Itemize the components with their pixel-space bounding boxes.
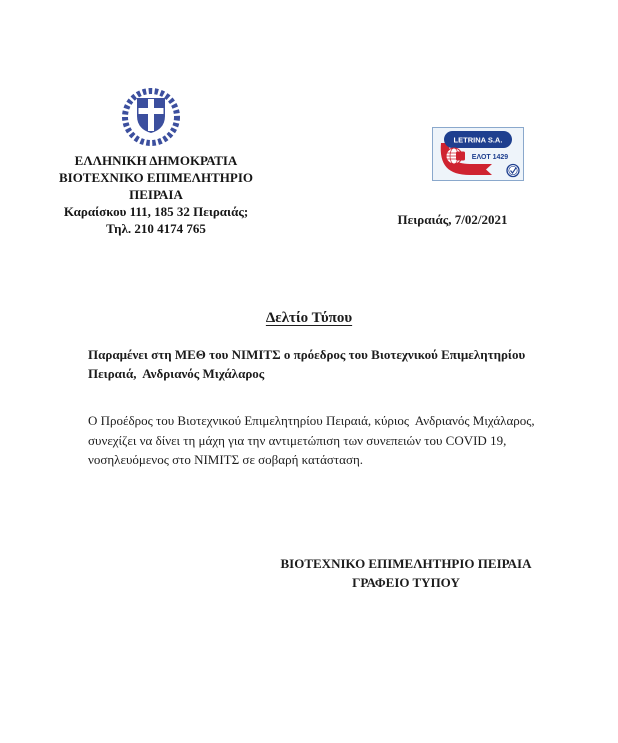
signature-block xyxy=(280,554,532,592)
org-address: Καραίσκου 111, 185 32 Πειραιάς; xyxy=(63,204,249,219)
cross-horizontal-bar xyxy=(139,108,164,114)
greek-coat-of-arms-icon xyxy=(118,86,184,148)
org-line-city: ΠΕΙΡΑΙΑ xyxy=(129,187,183,202)
letrina-certification-badge xyxy=(432,127,524,186)
press-release-title: Δελτίο Τύπου xyxy=(265,310,353,326)
org-header xyxy=(40,152,272,237)
press-release-body: Ο Προέδρος του Βιοτεχνικού Επιμελητηρίου Πειραιά, κύριος Ανδριανός Μιχάλαρος, συνεχίζει να δίνει τη μάχη για την αντιμετώπιση των συνεπειών του COVID 19, νοσηλευόμενος στο ΝΙΜΙΤΣ σε σοβαρή κατάσταση. xyxy=(88,413,538,467)
org-line-republic: ΕΛΛΗΝΙΚΗ ΔΗΜΟΚΡΑΤΙΑ xyxy=(74,153,238,168)
signature-org: ΒΙΟΤΕΧΝΙΚΟ ΕΠΙΜΕΛΗΤΗΡΙΟ ΠΕΙΡΑΙΑ xyxy=(280,556,532,571)
signature-office: ΓΡΑΦΕΙΟ ΤΥΠΟΥ xyxy=(352,575,460,590)
badge-company-label: LETRINA S.A. xyxy=(453,135,503,145)
org-phone: Τηλ. 210 4174 765 xyxy=(106,221,206,236)
checkmark-seal-icon xyxy=(507,165,519,177)
date-line: Πειραιάς, 7/02/2021 xyxy=(397,212,508,227)
org-line-chamber: ΒΙΟΤΕΧΝΙΚΟ ΕΠΙΜΕΛΗΤΗΡΙΟ xyxy=(58,170,254,185)
badge-standard-label: ΕΛΟΤ 1429 xyxy=(471,154,509,161)
cross-vertical-bar xyxy=(148,99,154,131)
press-release-subtitle: Παραμένει στη ΜΕΘ του ΝΙΜΙΤΣ ο πρόεδρος του Βιοτεχνικού Επιμελητηρίου Πειραιά, Ανδριανός Μιχάλαρος xyxy=(88,347,529,381)
